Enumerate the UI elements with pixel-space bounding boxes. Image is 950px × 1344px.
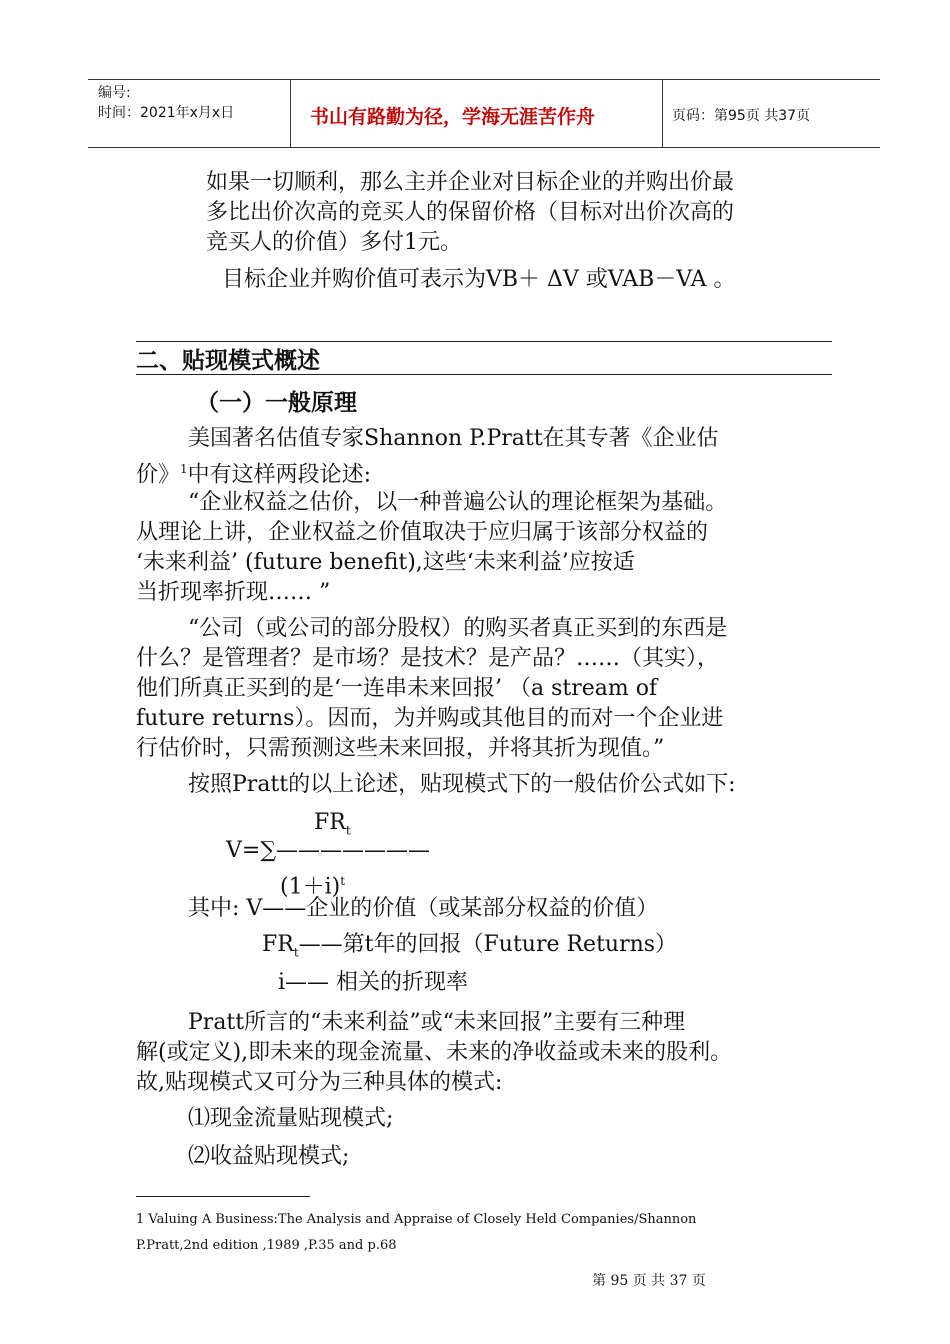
quote-1-line-3: ‘未来利益’ (future benefit),这些‘未来利益’应按适 [136,550,635,575]
header-divider-left [290,80,291,147]
intro-formula: 目标企业并购价值可表示为VB＋ ΔV 或VAB－VA 。 [222,267,736,292]
header-motto: 书山有路勤为径，学海无涯苦作舟 [310,106,596,128]
definition-fr [262,930,677,967]
header-bottom-rule [88,147,880,148]
quote-1-line-1: “企业权益之估价，以一种普遍公认的理论框架为基础。 [188,490,728,515]
quote-2-line-3: 他们所真正买到的是‘一连串未来回报’ （a stream of [136,676,658,701]
definition-fr-symbol: FR [262,932,294,957]
paragraph-1-text-b: 中有这样两段论述: [187,462,372,488]
formula-denominator-text: (1＋i) [280,874,341,900]
paragraph-4-line-1: Pratt所言的“未来利益”或“未来回报”主要有三种理 [188,1010,686,1035]
formula-numerator-text: FR [314,810,346,835]
list-item-2: ⑵收益贴现模式; [188,1144,350,1169]
paragraph-1-text-a: 价》 [136,462,181,488]
footnote-separator [136,1196,310,1197]
definition-i: i—— 相关的折现率 [278,970,469,995]
paragraph-3: 按照Pratt的以上论述，贴现模式下的一般估价公式如下: [188,772,736,797]
quote-2-line-1: “公司（或公司的部分股权）的购买者真正买到的东西是 [188,616,728,641]
paragraph-4-line-2: 解(或定义),即未来的现金流量、未来的净收益或未来的股利。 [136,1040,733,1065]
footer-page-number: 第 95 页 共 37 页 [592,1273,706,1289]
header-time-label: 时间：2021年x月x日 [98,105,235,121]
list-item-1: ⑴现金流量贴现模式; [188,1106,394,1131]
definition-fr-subscript: t [293,945,299,960]
definition-fr-text: ——第t年的回报（Future Returns） [298,932,678,957]
header-top-rule [88,79,880,80]
formula-denominator-superscript: t [340,874,346,888]
formula-lhs: V=∑——————— [226,838,431,863]
header-page-label: 页码：第95页 共37页 [672,108,811,124]
header-number-label: 编号: [98,85,131,101]
subsection-title: （一）一般原理 [196,390,357,416]
footnote-reference[interactable]: 1 [180,462,188,476]
paragraph-4-line-3: 故,贴现模式又可分为三种具体的模式: [136,1070,503,1095]
quote-2-line-2: 什么？是管理者？是市场？是技术？是产品？……（其实）， [136,646,720,671]
definition-v: 其中: V——企业的价值（或某部分权益的价值） [188,896,659,921]
formula-numerator-subscript: t [345,823,351,838]
section-title: 二、贴现模式概述 [136,348,320,374]
intro-line-2: 多比出价次高的竞买人的保留价格（目标对出价次高的 [206,200,735,225]
paragraph-1-line-2 [136,454,371,490]
quote-1-line-4: 当折现率折现…… ” [136,580,331,605]
paragraph-1-line-1: 美国著名估值专家Shannon P.Pratt在其专著《企业估 [188,426,719,451]
header-divider-right [662,80,663,147]
quote-1-line-2: 从理论上讲，企业权益之价值取决于应归属于该部分权益的 [136,520,709,545]
intro-line-1: 如果一切顺利，那么主并企业对目标企业的并购出价最 [206,170,735,195]
footnote-line-1: 1 Valuing A Business:The Analysis and Appraise of Closely Held Companies/Shannon [136,1212,697,1227]
section-bottom-rule [136,374,832,375]
quote-2-line-4: future returns）。因而，为并购或其他目的而对一个企业进 [136,706,724,731]
quote-2-line-5: 行估价时，只需预测这些未来回报，并将其折为现值。” [136,736,665,761]
intro-line-3: 竞买人的价值）多付1元。 [206,230,462,255]
footnote-line-2: P.Pratt,2nd edition ,1989 ,P.35 and p.68 [136,1238,397,1253]
